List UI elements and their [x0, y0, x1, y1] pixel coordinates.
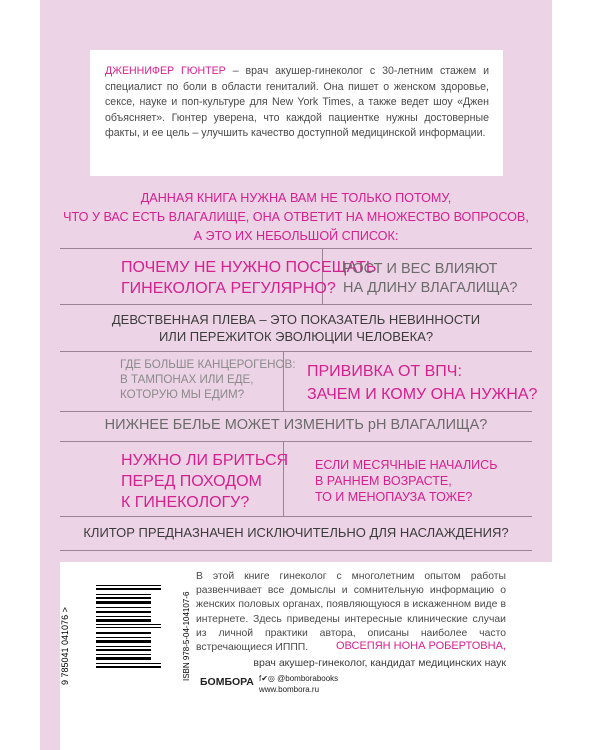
- divider: [60, 304, 532, 305]
- publisher-contacts: [259, 673, 338, 695]
- isbn-number: ISBN 978-5-04-104107-6: [182, 591, 191, 681]
- question-height-weight: [343, 260, 517, 298]
- question-line: КОТОРУЮ МЫ ЕДИМ?: [120, 388, 245, 401]
- intro-text: [60, 189, 532, 246]
- question-line: ДЕВСТВЕННАЯ ПЛЕВА – ЭТО ПОКАЗАТЕЛЬ НЕВИННОСТИ: [111, 312, 481, 327]
- question-clitoris: КЛИТОР ПРЕДНАЗНАЧЕН ИСКЛЮЧИТЕЛЬНО ДЛЯ НАСЛАЖДЕНИЯ?: [83, 525, 509, 540]
- question-line: НА ДЛИНУ ВЛАГАЛИЩА?: [343, 280, 518, 296]
- divider: [60, 550, 532, 551]
- question-line: ЗАЧЕМ И КОМУ ОНА НУЖНА?: [307, 386, 538, 403]
- intro-line: ДАННАЯ КНИГА НУЖНА ВАМ НЕ ТОЛЬКО ПОТОМУ,: [140, 191, 452, 205]
- question-line: ТО И МЕНОПАУЗА ТОЖЕ?: [315, 490, 473, 504]
- book-description: В этой книге гинеколог с многолетним опытом работы развенчивает все домыслы и сомнительную информацию о женских половых органах, появляющуюся в искаженном виде в интернете. Здесь приведены интересные клинические случаи из личной практики автора, описаны наиболее часто встречающиеся ИППП.: [196, 571, 506, 654]
- question-line: К ГИНЕКОЛОГУ?: [121, 494, 250, 511]
- divider: [60, 516, 532, 517]
- social-handle: [259, 673, 338, 684]
- question-line: В ТАМПОНАХ ИЛИ ЕДЕ,: [120, 373, 254, 386]
- publisher-site: www.bombora.ru: [259, 685, 320, 694]
- divider: [60, 441, 532, 442]
- question-carcinogens: [120, 357, 296, 402]
- question-line: ПОЧЕМУ НЕ НУЖНО ПОСЕЩАТЬ: [121, 259, 377, 276]
- question-underwear-ph: НИЖНЕЕ БЕЛЬЕ МОЖЕТ ИЗМЕНИТЬ pH ВЛАГАЛИЩА?: [104, 417, 488, 433]
- question-hpv-vaccine: [307, 360, 537, 406]
- question-line: ГДЕ БОЛЬШЕ КАНЦЕРОГЕНОВ:: [120, 358, 296, 371]
- author-bio-text: – врач акушер-гинеколог с 30-летним стажем и специалист по боли в области гениталий. Она пишет о женском здоровье, сексе, науке и поп-культуре для New York Times, а также ведет шоу «Джен объясняет». Гюнтер уверена, что каждой пациентке нужны достоверные факты, и ее цель – улучшить качество доступной медицинской информации.: [105, 65, 489, 140]
- barcode: [66, 578, 181, 673]
- divider: [60, 411, 532, 412]
- intro-line: А ЭТО ИХ НЕБОЛЬШОЙ СПИСОК:: [193, 229, 399, 243]
- question-line: РОСТ И ВЕС ВЛИЯЮТ: [343, 261, 498, 277]
- barcode-digits: 9 785041 041076 >: [60, 607, 70, 685]
- question-gynecologist-visits: [121, 257, 376, 299]
- social-handle-text: @bomborabooks: [277, 674, 339, 683]
- publisher-logo: БОМБОРА: [200, 676, 254, 688]
- author-bio: [90, 50, 503, 176]
- question-menopause: [315, 457, 497, 505]
- reviewer-role: врач акушер-гинеколог, кандидат медицинских наук: [253, 657, 506, 669]
- question-line: ЕСЛИ МЕСЯЧНЫЕ НАЧАЛИСЬ: [315, 458, 498, 472]
- question-line: НУЖНО ЛИ БРИТЬСЯ: [121, 452, 289, 469]
- question-line: ИЛИ ПЕРЕЖИТОК ЭВОЛЮЦИИ ЧЕЛОВЕКА?: [158, 329, 434, 344]
- question-line: В РАННЕМ ВОЗРАСТЕ,: [315, 474, 452, 488]
- reviewer-name: ОВСЕПЯН НОНА РОБЕРТОВНА,: [335, 640, 506, 652]
- divider: [60, 248, 532, 249]
- intro-line: ЧТО У ВАС ЕСТЬ ВЛАГАЛИЩЕ, ОНА ОТВЕТИТ НА МНОЖЕСТВО ВОПРОСОВ,: [63, 210, 529, 224]
- question-hymen: [110, 311, 482, 345]
- author-name: ДЖЕННИФЕР ГЮНТЕР: [105, 65, 226, 77]
- question-line: ГИНЕКОЛОГА РЕГУЛЯРНО?: [121, 280, 336, 297]
- social-icons: f✔◎: [259, 674, 278, 683]
- question-line: ПЕРЕД ПОХОДОМ: [121, 473, 262, 490]
- divider: [60, 351, 532, 352]
- question-shaving: [121, 450, 288, 513]
- question-line: ПРИВИВКА ОТ ВПЧ:: [307, 363, 462, 380]
